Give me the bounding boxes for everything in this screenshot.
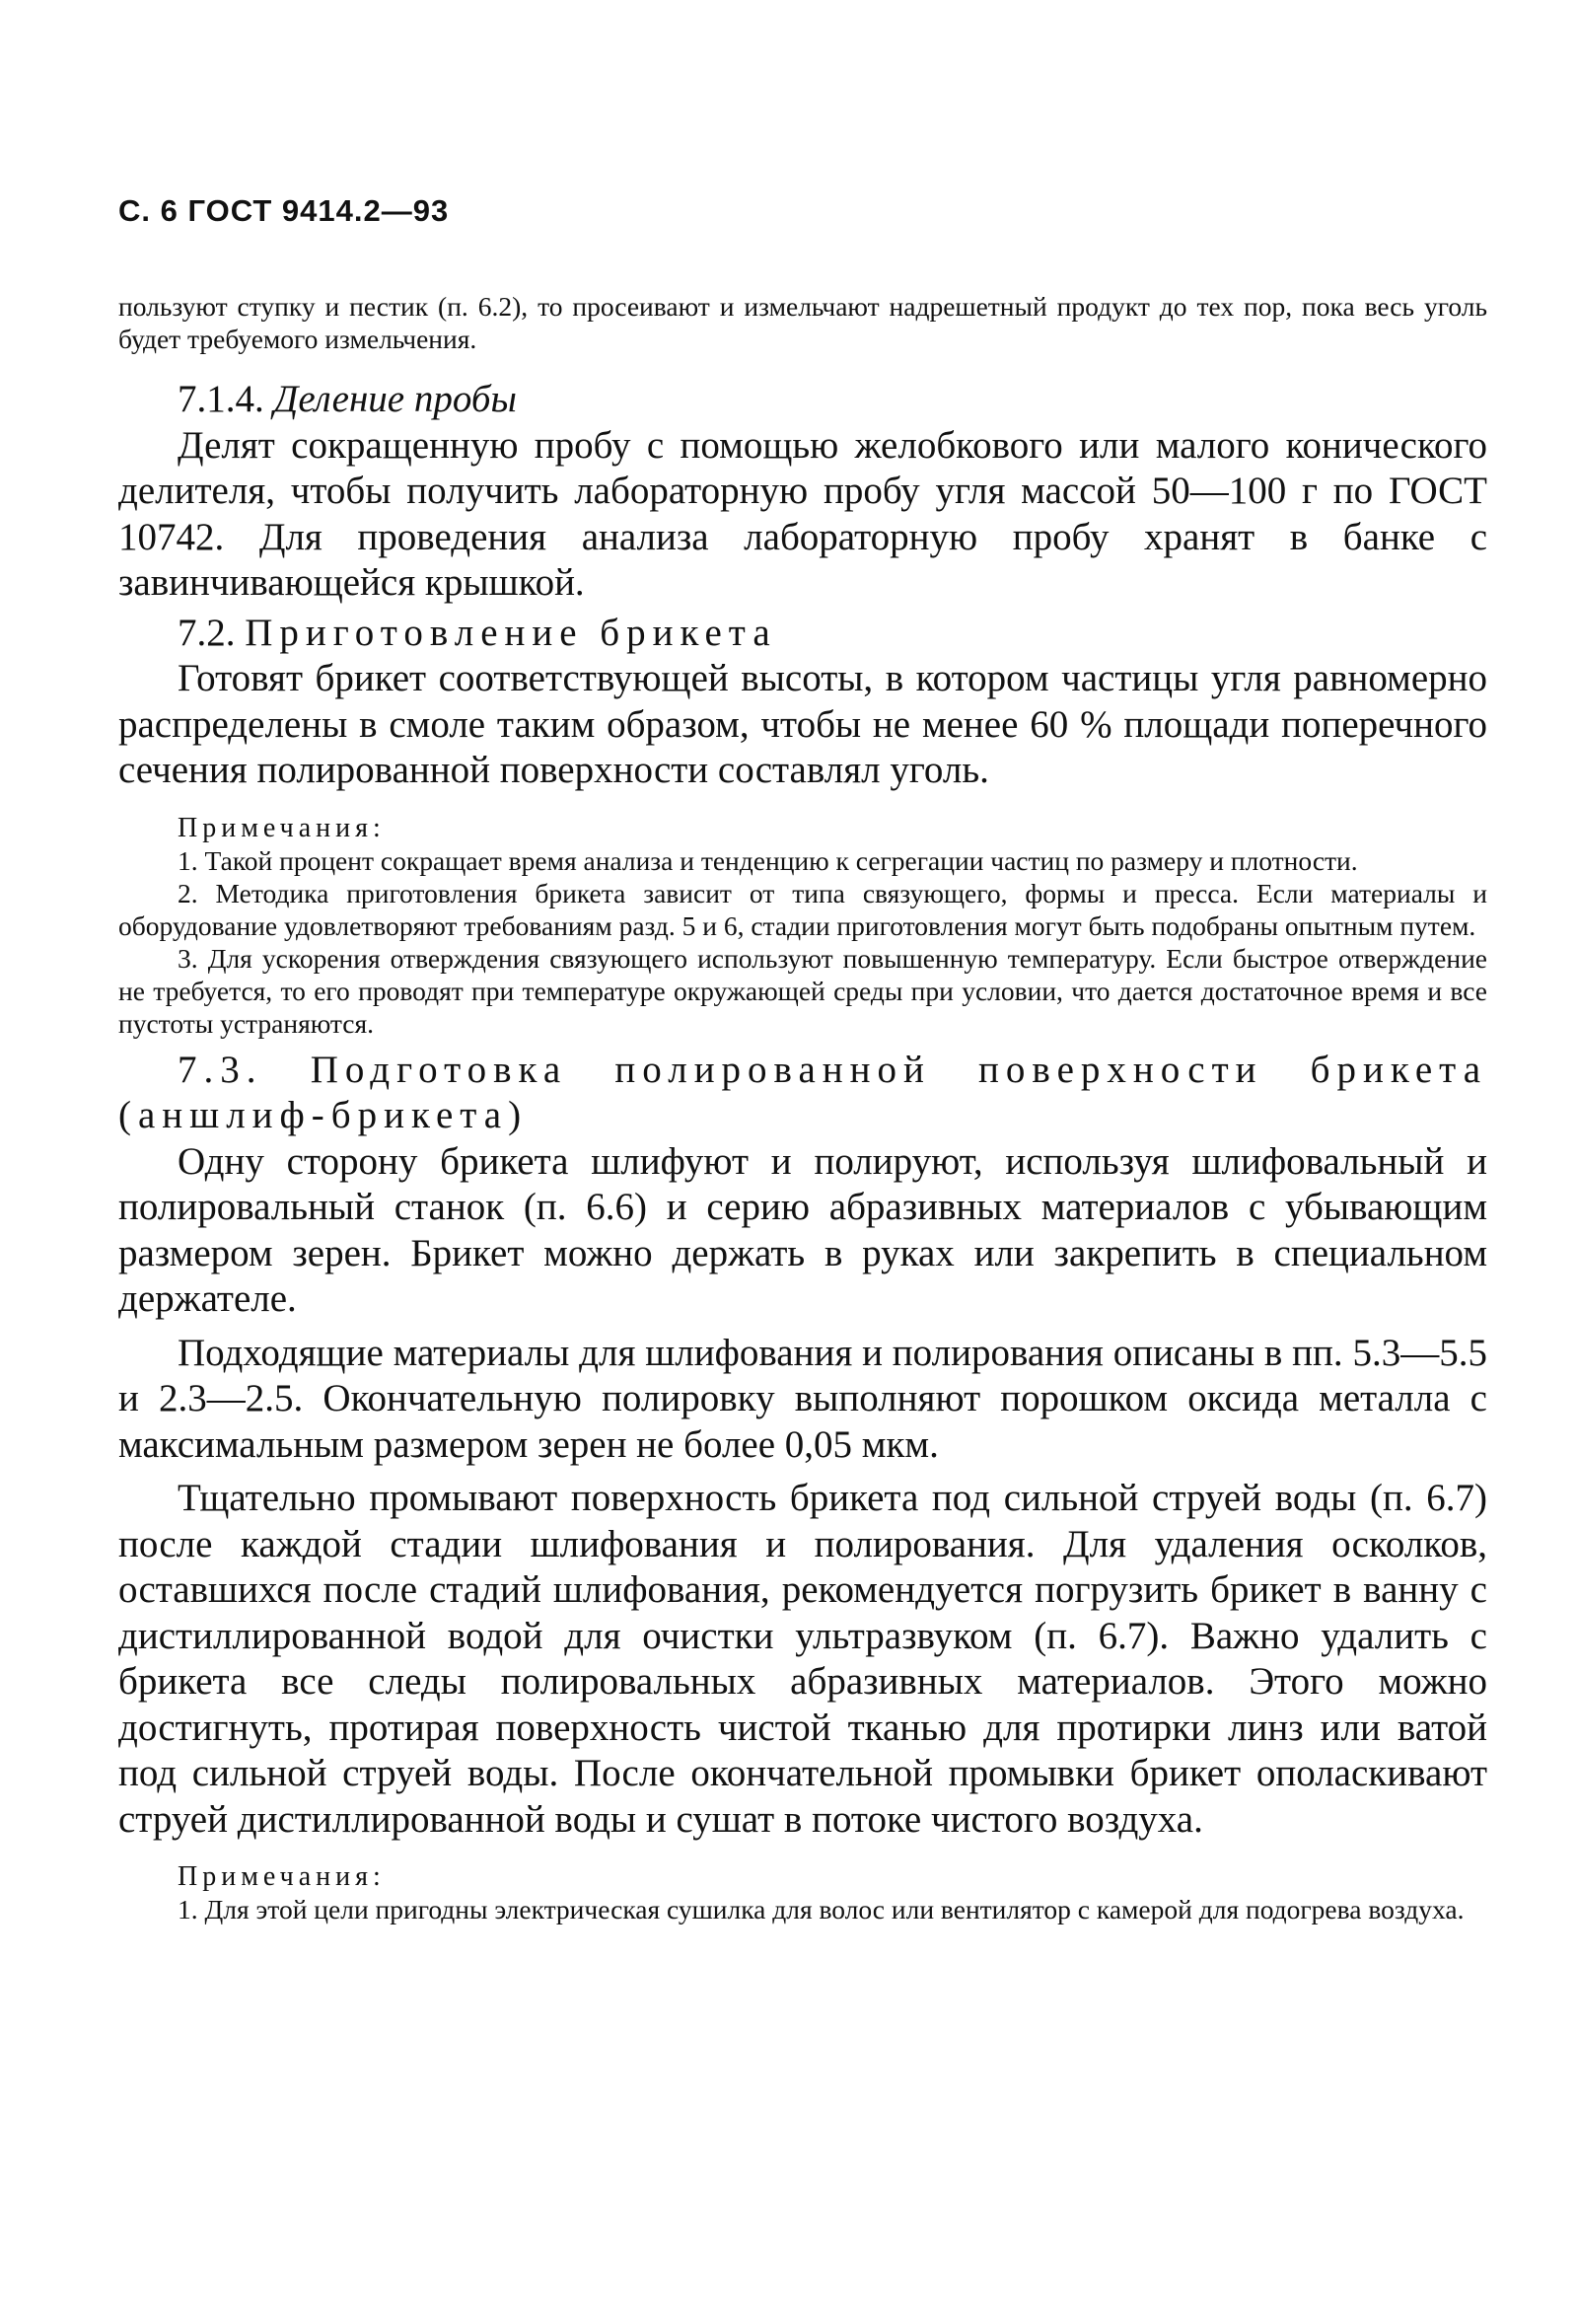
section-7-2-note-3: 3. Для ускорения отверждения связующего используют повышенную температуру. Если быстрое отверждение не требуется, то его проводят при температуре окружающей среды при условии, что дается достаточное время и все пустоты устраняются. [118,942,1487,1039]
section-7-2-note-1: 1. Такой процент сокращает время анализа и тенденцию к сегрегации частиц по размеру и плотности. [178,844,1358,876]
spacer [118,1468,1487,1476]
section-7-3-notes-label: Примечания: [178,1861,386,1892]
section-7-2-number: 7.2. [178,611,236,654]
section-7-1-4-body: Делят сокращенную пробу с помощью желобкового или малого конического делителя, чтобы получить лабораторную пробу угля массой 50—100 г по ГОСТ 10742. Для проведения анализа лабораторную пробу хранят в банке с завинчивающейся крышкой. [118,423,1487,604]
section-7-2-note-2: 2. Методика приготовления брикета зависит от типа связующего, формы и пресса. Если материалы и оборудование удовлетворяют требованиям разд. 5 и 6, стадии приготовления могут быть подобраны опытным путем. [118,877,1487,941]
section-7-3-title: Подготовка полированной поверхности брикета (аншлиф-брикета) [118,1048,1487,1136]
section-7-2-title: Приготовление брикета [245,611,777,654]
document-page [118,193,1487,1925]
section-7-3-note-1: 1. Для этой цели пригодны электрическая сушилка для волос или вентилятор с камерой для подогрева воздуха. [178,1894,1465,1925]
section-7-2-body: Готовят брикет соответствующей высоты, в котором частицы угля равномерно распределены в смоле таким образом, чтобы не менее 60 % площади поперечного сечения полированной поверхности составлял уголь. [118,657,1487,791]
section-7-3-heading [118,1048,1487,1139]
section-7-1-4-title: Деление пробы [273,378,517,420]
spacer [118,1323,1487,1331]
intro-paragraph: пользуют ступку и пестик (п. 6.2), то просеивают и измельчают надрешетный продукт до тех пор, пока весь уголь будет требуемого измельчения. [118,291,1487,354]
section-7-3-paragraph-3: Тщательно промывают поверхность брикета под сильной струей воды (п. 6.7) после каждой стадии шлифования и полирования. Для удаления осколков, оставшихся после стадий шлифования, рекомендуется погрузить брикет в ванну с дистиллированной водой для очистки ультразвуком (п. 6.7). Важно удалить с брикета все следы полировальных абразивных материалов. Этого можно достигнуть, протирая поверхность чистой тканью для протирки линз или ватой под сильной струей воды. После окончательной промывки брикет ополаскивают струей дистиллированной воды и сушат в потоке чистого воздуха. [118,1477,1487,1841]
section-7-2-notes-label: Примечания: [178,812,386,843]
section-7-3-paragraph-1: Одну сторону брикета шлифуют и полируют, используя шлифовальный и полировальный станок (п. 6.6) и серию абразивных материалов с убывающим размером зерен. Брикет можно держать в руках или закрепить в специальном держателе. [118,1139,1487,1320]
section-7-1-4-heading [118,377,1487,423]
spacer [118,355,1487,373]
section-7-3-paragraph-2: Подходящие материалы для шлифования и полирования описаны в пп. 5.3—5.5 и 2.3—2.5. Окончательную полировку выполняют порошком оксида металла с максимальным размером зерен не более 0,05 мкм. [118,1331,1487,1466]
page-header: С. 6 ГОСТ 9414.2—93 [118,193,450,228]
section-7-2-heading [118,611,1487,657]
section-7-3-number: 7.3. [178,1048,263,1091]
section-7-1-4-number: 7.1.4. [178,378,264,420]
